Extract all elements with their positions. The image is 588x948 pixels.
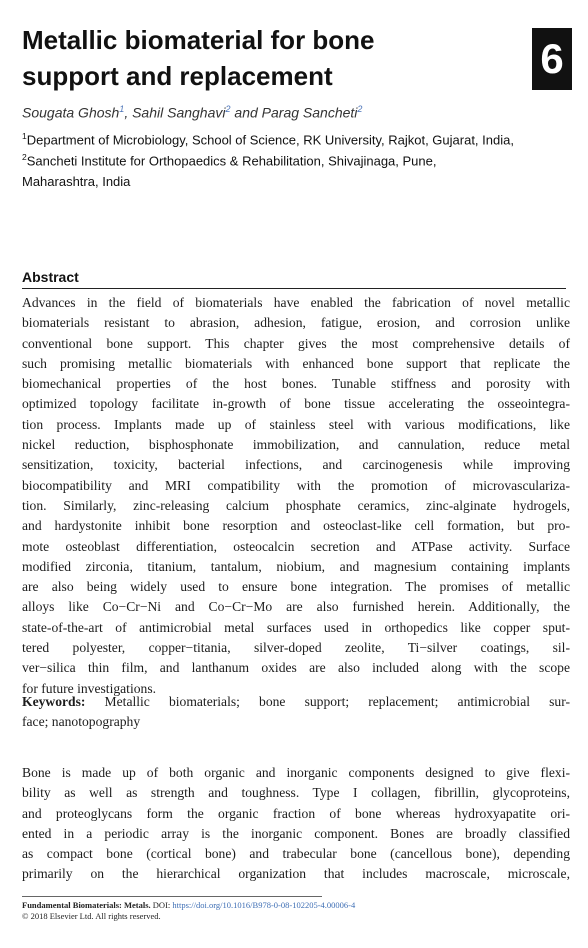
affiliation-marker[interactable]: 2: [225, 104, 231, 114]
doi-link[interactable]: https://doi.org/10.1016/B978-0-08-102205-4.00006-4: [172, 900, 356, 910]
affiliation-marker[interactable]: 2: [357, 104, 363, 114]
intro-line: as compact bone (cortical bone) and trabecular bone (cancellous bone), depending: [22, 846, 570, 862]
affiliation-number: 1: [22, 131, 27, 141]
abstract-line: tion. Similarly, zinc-releasing calcium phosphate ceramics, zinc-alginate hydrogels,: [22, 497, 570, 513]
keywords-label: Keywords:: [22, 694, 86, 709]
abstract-heading: Abstract: [22, 269, 79, 285]
affiliation-line: Maharashtra, India: [22, 174, 131, 190]
footer-citation: [22, 900, 570, 911]
keywords-text: Metallic biomaterials; bone support; replacement; antimicrobial sur-: [85, 694, 570, 709]
chapter-title-line: Metallic biomaterial for bone: [22, 25, 375, 55]
author-list: [22, 104, 362, 121]
footer-divider: [22, 896, 322, 897]
affiliation-number: 2: [22, 152, 27, 162]
intro-line: primarily on the hierarchical organization that includes macroscale, microscale,: [22, 866, 570, 882]
affiliation-text: Sancheti Institute for Orthopaedics & Rehabilitation, Shivajinaga, Pune,: [26, 153, 437, 169]
abstract-line: modified zirconia, titanium, tantalum, niobium, and magnesium containing implants: [22, 558, 570, 574]
abstract-line: optimized topology facilitate in-growth of bone tissue accelerating the osseointegra-: [22, 396, 570, 412]
chapter-title-line: support and replacement: [22, 61, 333, 91]
chapter-title: [22, 22, 492, 94]
affiliation-marker[interactable]: 1: [119, 104, 125, 114]
abstract-line: for future investigations.: [22, 680, 157, 696]
abstract-line: biomaterials resistant to abrasion, adhesion, fatigue, erosion, and corrosion unlike: [22, 315, 570, 331]
footer-copyright: © 2018 Elsevier Ltd. All rights reserved.: [22, 911, 161, 921]
author-separator: ,: [124, 104, 133, 121]
abstract-line: conventional bone support. This chapter gives the most comprehensive details of: [22, 335, 570, 351]
abstract-line: ver−silica thin film, and lanthanum oxides are also included along with the scope: [22, 660, 570, 676]
abstract-line: alloys like Co−Cr−Ni and Co−Cr−Mo are also furnished herein. Additionally, the: [22, 599, 570, 615]
abstract-body: [22, 293, 570, 699]
abstract-line: sensitization, toxicity, bacterial infections, and carcinogenesis while improving: [22, 457, 570, 473]
chapter-number-badge: 6: [532, 28, 572, 90]
abstract-line: biomechanical properties of the host bones. Tunable stiffness and porosity with: [22, 376, 570, 392]
abstract-line: are also being widely used to ensure bone integration. The promises of metallic: [22, 579, 570, 595]
keywords-line: [22, 692, 570, 712]
keywords-line: face; nanotopography: [22, 714, 141, 730]
affiliation-text: Department of Microbiology, School of Science, RK University, Rajkot, Gujarat, India,: [26, 132, 514, 148]
abstract-line: biocompatibility and MRI compatibility with the promotion of microvasculariza-: [22, 477, 570, 493]
keywords: [22, 692, 570, 733]
abstract-line: mote osteoblast differentiation, osteocalcin secretion and ATPase activity. Surface: [22, 538, 570, 554]
abstract-line: tion process. Implants made up of stainless steel with various modifications, like: [22, 416, 570, 432]
affiliation-2: [22, 147, 572, 192]
intro-line: ented in a periodic array is the inorganic component. Bones are broadly classified: [22, 825, 570, 841]
intro-line: and proteoglycans form the organic fraction of bone whereas hydroxyapatite ori-: [22, 805, 570, 821]
abstract-line: nickel reduction, bisphosphonate immobilization, and cannulation, reduce metal: [22, 437, 570, 453]
abstract-line: such promising metallic biomaterials with enhanced bone support that replicate the: [22, 355, 570, 371]
author-name[interactable]: Sougata Ghosh: [22, 104, 120, 121]
affiliation-line: [22, 147, 572, 171]
page-footer: [22, 900, 570, 922]
abstract-line: and hardystonite inhibit bone resorption and osteoclast-like cell formation, but pro-: [22, 518, 570, 534]
author-name[interactable]: Parag Sancheti: [261, 104, 358, 121]
author-separator: and: [230, 104, 262, 121]
abstract-divider: [22, 288, 566, 289]
intro-paragraph: [22, 763, 570, 885]
intro-line: bility as well as strength and toughness. Type I collagen, fibrillin, glycoproteins,: [22, 785, 570, 801]
author-name[interactable]: Sahil Sanghavi: [132, 104, 226, 121]
intro-line: Bone is made up of both organic and inorganic components designed to give flexi-: [22, 765, 570, 780]
abstract-line: tered polyester, copper−titania, silver-doped zeolite, Ti−silver coatings, sil-: [22, 640, 570, 656]
abstract-line: state-of-the-art of antimicrobial metal surfaces used in orthopedics like copper sput-: [22, 619, 570, 635]
footer-doi-label: DOI:: [150, 900, 173, 910]
footer-journal: Fundamental Biomaterials: Metals.: [22, 900, 151, 910]
abstract-line: Advances in the field of biomaterials have enabled the fabrication of novel metallic: [22, 295, 570, 310]
